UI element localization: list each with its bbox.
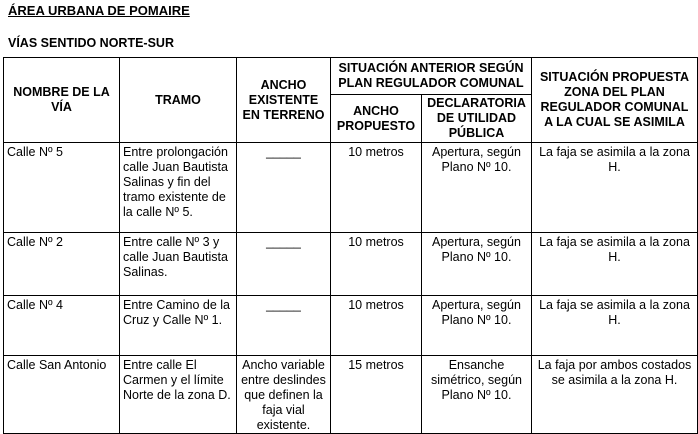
header-nombre: NOMBRE DE LA VÍA [4,58,120,143]
header-tramo: TRAMO [120,58,237,143]
header-ancho-propuesto: ANCHO PROPUESTO [331,95,422,143]
cell-tramo: Entre Camino de la Cruz y Calle Nº 1. [120,296,237,356]
document-title: ÁREA URBANA DE POMAIRE [8,3,190,18]
cell-tramo: Entre calle Nº 3 y calle Juan Bautista Salinas. [120,233,237,296]
cell-ancho-propuesto: 10 metros [331,296,422,356]
cell-ancho-existente: Ancho variable entre deslindes que definen la faja vial existente. [237,356,331,434]
cell-declaratoria: Apertura, según Plano Nº 10. [422,143,532,233]
header-ancho-existente: ANCHO EXISTENTE EN TERRENO [237,58,331,143]
cell-tramo: Entre prolongación calle Juan Bautista Salinas y fin del tramo existente de la calle Nº 5. [120,143,237,233]
header-situacion-anterior: SITUACIÓN ANTERIOR SEGÚN PLAN REGULADOR COMUNAL [331,58,532,95]
cell-situacion-propuesta: La faja por ambos costados se asimila a la zona H. [532,356,698,434]
table-row [4,356,698,434]
cell-situacion-propuesta: La faja se asimila a la zona H. [532,233,698,296]
table-row [4,233,698,296]
cell-ancho-existente-blank: _____ [237,233,331,296]
section-subtitle: VÍAS SENTIDO NORTE-SUR [8,36,174,50]
cell-declaratoria: Apertura, según Plano Nº 10. [422,233,532,296]
table-row [4,143,698,233]
cell-tramo: Entre calle El Carmen y el límite Norte de la zona D. [120,356,237,434]
cell-situacion-propuesta: La faja se asimila a la zona H. [532,296,698,356]
cell-nombre: Calle Nº 2 [4,233,120,296]
cell-ancho-existente-blank: _____ [237,143,331,233]
cell-ancho-existente-blank: _____ [237,296,331,356]
cell-nombre: Calle San Antonio [4,356,120,434]
header-declaratoria: DECLARATORIA DE UTILIDAD PÚBLICA [422,95,532,143]
cell-ancho-propuesto: 10 metros [331,143,422,233]
cell-declaratoria: Apertura, según Plano Nº 10. [422,296,532,356]
table-row [4,296,698,356]
roads-table [3,57,698,434]
cell-nombre: Calle Nº 4 [4,296,120,356]
header-situacion-propuesta: SITUACIÓN PROPUESTA ZONA DEL PLAN REGULADOR COMUNAL A LA CUAL SE ASIMILA [532,58,698,143]
table-header-row [4,58,698,95]
cell-situacion-propuesta: La faja se asimila a la zona H. [532,143,698,233]
cell-ancho-propuesto: 15 metros [331,356,422,434]
cell-declaratoria: Ensanche simétrico, según Plano Nº 10. [422,356,532,434]
cell-nombre: Calle Nº 5 [4,143,120,233]
cell-ancho-propuesto: 10 metros [331,233,422,296]
